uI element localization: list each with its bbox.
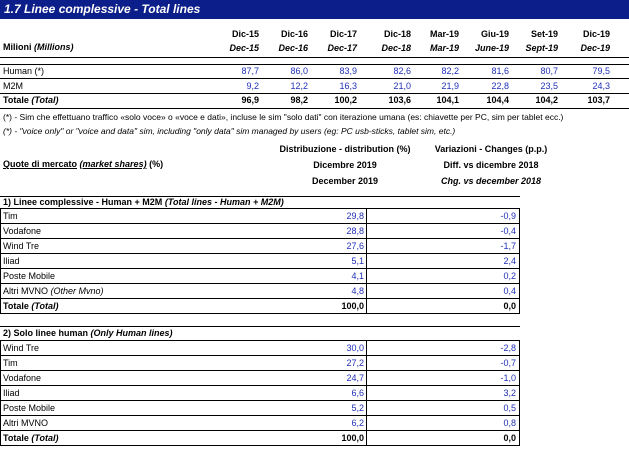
table-cell: 16,3 xyxy=(339,81,357,91)
operator-label xyxy=(3,226,41,236)
change-value: 2,4 xyxy=(503,256,516,266)
change-value: -1,7 xyxy=(500,241,516,251)
market-shares-label xyxy=(3,159,163,169)
column-divider xyxy=(0,209,1,314)
row-divider xyxy=(0,238,520,239)
total-label-it: Totale xyxy=(3,301,29,311)
total-cell: 96,9 xyxy=(241,95,259,105)
table-cell: 82,2 xyxy=(441,66,459,76)
total-cell: 104,1 xyxy=(436,95,459,105)
change-value: -0,7 xyxy=(500,358,516,368)
period-header-it: Dic-18 xyxy=(383,29,411,39)
row-divider xyxy=(0,400,520,401)
total-cell: 98,2 xyxy=(290,95,308,105)
period-header-en: Dec-19 xyxy=(580,43,610,53)
table-cell: 82,6 xyxy=(393,66,411,76)
share-value: 27,6 xyxy=(346,241,364,251)
period-header-it: Dic-19 xyxy=(582,29,610,39)
share-value: 30,0 xyxy=(346,343,364,353)
unit-label-en: (Millions) xyxy=(34,42,74,52)
unit-label-it: Milioni xyxy=(3,42,32,52)
total-label-en: (Total) xyxy=(31,95,59,105)
operator-label xyxy=(3,343,39,353)
row-divider xyxy=(0,298,520,299)
operator-name: Iliad xyxy=(3,388,20,398)
share-value: 28,8 xyxy=(346,226,364,236)
row-divider xyxy=(0,108,629,109)
section-bottom-border xyxy=(0,313,520,314)
total-cell: 103,6 xyxy=(388,95,411,105)
operator-label xyxy=(3,256,20,266)
share-value: 24,7 xyxy=(346,373,364,383)
table-cell: 87,7 xyxy=(241,66,259,76)
table-cell: 9,2 xyxy=(246,81,259,91)
period-header-it: Mar-19 xyxy=(429,29,459,39)
operator-label xyxy=(3,286,104,296)
period-header-it: Dic-17 xyxy=(329,29,357,39)
section1-title-border xyxy=(0,208,520,209)
row-divider xyxy=(0,430,520,431)
total-share: 100,0 xyxy=(341,433,364,443)
section2-title xyxy=(3,328,173,338)
operator-name: Poste Mobile xyxy=(3,271,56,281)
table-cell: 21,9 xyxy=(441,81,459,91)
operator-name: Iliad xyxy=(3,256,20,266)
change-value: -0,9 xyxy=(500,211,516,221)
table-cell: 12,2 xyxy=(290,81,308,91)
operator-name: Vodafone xyxy=(3,226,42,236)
row-divider xyxy=(0,283,520,284)
share-value: 6,2 xyxy=(351,418,364,428)
total-share: 100,0 xyxy=(341,301,364,311)
header-divider xyxy=(0,57,629,58)
share-value: 4,1 xyxy=(351,271,364,281)
change-value: -2,8 xyxy=(500,343,516,353)
operator-name: Wind Tre xyxy=(3,343,40,353)
operator-label xyxy=(3,358,18,368)
section1-title-en: (Total lines - Human + M2M) xyxy=(164,197,284,207)
row-divider xyxy=(0,64,629,65)
share-value: 5,2 xyxy=(351,403,364,413)
row-divider xyxy=(0,370,520,371)
changes-vs-it: Diff. vs dicembre 2018 xyxy=(443,160,539,170)
note-it: (*) - Sim che effettuano traffico «solo voce» o «voce e dati», incluse le sim "solo dati" con iterazione umana (es: chiavette per PC, sim per tablet ecc.) xyxy=(3,112,564,122)
note-en: (*) - "voice only" or "voice and data" sim, including "only data" sim managed by users (eg: PC usb-sticks, tablet sim, etc.) xyxy=(3,126,456,136)
total-cell: 103,7 xyxy=(587,95,610,105)
section2-title-border xyxy=(0,340,520,341)
row-divider xyxy=(0,355,520,356)
change-value: -0,4 xyxy=(500,226,516,236)
section-bottom-border xyxy=(0,445,520,446)
changes-header: Variazioni - Changes (p.p.) xyxy=(434,144,548,154)
change-value: 0,4 xyxy=(503,286,516,296)
distribution-header: Distribuzione - distribution (%) xyxy=(279,144,411,154)
section-total-label xyxy=(3,301,59,311)
market-shares-pct: (%) xyxy=(149,159,164,169)
table-cell: 21,0 xyxy=(393,81,411,91)
change-value: 3,2 xyxy=(503,388,516,398)
operator-name: Altri MVNO xyxy=(3,286,48,296)
column-divider xyxy=(366,209,367,314)
operator-label xyxy=(3,403,55,413)
table-cell: 81,6 xyxy=(491,66,509,76)
total-label-en: (Total) xyxy=(31,433,59,443)
section-total-label xyxy=(3,433,59,443)
period-header-en: Dec-18 xyxy=(381,43,411,53)
section2-title-en: (Only Human lines) xyxy=(90,328,173,338)
row-label: M2M xyxy=(3,81,23,91)
total-label-it: Totale xyxy=(3,433,29,443)
period-header-en: Dec-15 xyxy=(229,43,259,53)
change-value: -1,0 xyxy=(500,373,516,383)
total-row-label xyxy=(3,95,59,105)
section1-title-it: 1) Linee complessive - Human + M2M xyxy=(3,197,163,207)
row-divider xyxy=(0,415,520,416)
change-value: 0,2 xyxy=(503,271,516,281)
period-header-it: Dic-16 xyxy=(280,29,308,39)
total-label-it: Totale xyxy=(3,95,29,105)
change-value: 0,5 xyxy=(503,403,516,413)
row-divider xyxy=(0,93,629,94)
operator-name: Vodafone xyxy=(3,373,42,383)
operator-label xyxy=(3,388,20,398)
period-header-en: Sept-19 xyxy=(525,43,558,53)
share-value: 6,6 xyxy=(351,388,364,398)
column-divider xyxy=(366,341,367,446)
share-value: 27,2 xyxy=(346,358,364,368)
total-change: 0,0 xyxy=(503,301,516,311)
column-divider xyxy=(519,209,520,314)
table-cell: 24,3 xyxy=(592,81,610,91)
operator-label xyxy=(3,211,18,221)
operator-name: Altri MVNO xyxy=(3,418,48,428)
column-divider xyxy=(0,341,1,446)
operator-label xyxy=(3,373,41,383)
table-cell: 23,5 xyxy=(540,81,558,91)
unit-label xyxy=(3,42,74,52)
total-cell: 104,2 xyxy=(535,95,558,105)
table-cell: 83,9 xyxy=(339,66,357,76)
table-title: 1.7 Linee complessive - Total lines xyxy=(0,0,629,19)
distribution-date-it: Dicembre 2019 xyxy=(313,160,377,170)
operator-label xyxy=(3,241,39,251)
period-header-en: Dec-16 xyxy=(278,43,308,53)
row-divider xyxy=(0,268,520,269)
change-value: 0,8 xyxy=(503,418,516,428)
share-value: 5,1 xyxy=(351,256,364,266)
operator-name: Tim xyxy=(3,358,18,368)
period-header-en: June-19 xyxy=(474,43,509,53)
row-divider xyxy=(0,385,520,386)
table-cell: 80,7 xyxy=(540,66,558,76)
total-label-en: (Total) xyxy=(31,301,59,311)
total-cell: 100,2 xyxy=(334,95,357,105)
period-header-it: Set-19 xyxy=(530,29,558,39)
period-header-en: Mar-19 xyxy=(429,43,459,53)
market-shares-en: (market shares) xyxy=(79,159,147,169)
total-cell: 104,4 xyxy=(486,95,509,105)
table-cell: 22,8 xyxy=(491,81,509,91)
changes-vs-en: Chg. vs december 2018 xyxy=(440,176,542,186)
table-cell: 86,0 xyxy=(290,66,308,76)
operator-label xyxy=(3,271,55,281)
period-header-it: Giu-19 xyxy=(480,29,509,39)
operator-label xyxy=(3,418,48,428)
row-divider xyxy=(0,78,629,79)
market-shares-it: Quote di mercato xyxy=(3,159,78,169)
share-value: 4,8 xyxy=(351,286,364,296)
total-change: 0,0 xyxy=(503,433,516,443)
table-cell: 79,5 xyxy=(592,66,610,76)
section2-top-border xyxy=(0,326,520,327)
period-header-it: Dic-15 xyxy=(231,29,259,39)
row-divider xyxy=(0,253,520,254)
column-divider xyxy=(519,341,520,446)
distribution-date-en: December 2019 xyxy=(311,176,379,186)
operator-name: Tim xyxy=(3,211,18,221)
section1-title xyxy=(3,197,284,207)
operator-name-en: (Other Mvno) xyxy=(50,286,104,296)
section2-title-it: 2) Solo linee human xyxy=(3,328,89,338)
operator-name: Wind Tre xyxy=(3,241,40,251)
row-divider xyxy=(0,223,520,224)
share-value: 29,8 xyxy=(346,211,364,221)
operator-name: Poste Mobile xyxy=(3,403,56,413)
row-label: Human (*) xyxy=(3,66,45,76)
period-header-en: Dec-17 xyxy=(327,43,357,53)
